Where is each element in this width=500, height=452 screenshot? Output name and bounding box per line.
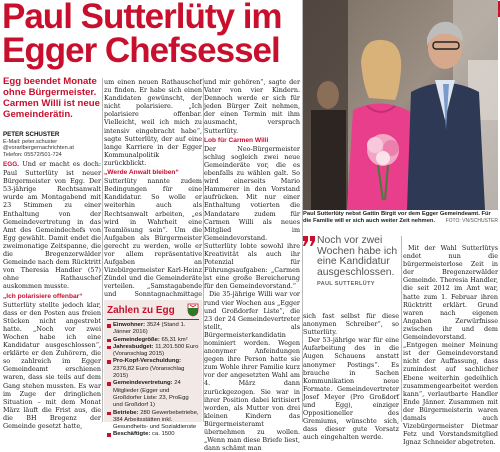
- fact-box: [104, 300, 202, 438]
- paragraph: um einen neuen Rathauschef zu finden. Er habe sich einen Kandidaten gewünscht, der nicht polarisiere. „Ich polarisiere offenbar. Vielleicht, weil ich mich zu intensiv eingebracht habe“, sagte Sutterlüty, der auf eine lange Karriere in der Egger Kommunalpolitik zurückblickt.: [104, 78, 202, 167]
- fact-item: [107, 380, 199, 409]
- dateline: EGG.: [3, 161, 19, 168]
- paragraph: Der 53-jährige war für eine Aufarbeitung des in die Augen Schauens anstatt anonymer Postings“. Es brauche in Sachen Kommunikation neue Formate. Gemeindevertreter Josef Meyer (Pro Großdorf und Egg), einziger Oppositioneller des Gremiums, wünschte sich, dass dieser gute Vorsatz auch eingehalten werde.: [303, 336, 399, 442]
- column-divider: [203, 78, 204, 422]
- subheading: Lob für Carmen Willi: [204, 136, 269, 144]
- fact-value: 24 Mitglieder (Egger und Großdorfer Liste: 23, ProEgg und Großdorf 1): [113, 380, 189, 409]
- subheading: „Ich polarisiere offenbar“: [3, 292, 83, 300]
- paragraph: sich fast selbst für diese anonymen Schreiber“, so Sutterlüty.: [303, 312, 399, 337]
- article-column-3: [204, 78, 300, 452]
- headline-line-2: Egger Chefsessel: [2, 31, 280, 70]
- coat-of-arms-icon: [187, 303, 199, 317]
- fact-item: [107, 337, 199, 344]
- fact-label: Gemeindegröße:: [113, 336, 160, 343]
- photo-illustration: [303, 0, 498, 210]
- column-divider: [401, 236, 402, 422]
- fact-value: 280 Gewerbebetriebe, 384 Arbeitsstätten inkl. Gesundheits- und Sozialdienste: [113, 409, 199, 431]
- pull-quote: [303, 236, 399, 308]
- quote-icon: [303, 236, 315, 246]
- fact-item: [107, 344, 199, 359]
- fact-value: 2376,82 Euro (Voranschlag 2015): [113, 365, 185, 380]
- fact-item: [107, 322, 199, 337]
- article-column-2: [104, 78, 202, 298]
- fact-item: [107, 431, 199, 438]
- author-email[interactable]: peter.schuster: [21, 138, 58, 145]
- caption-text: Paul Sutterlüty nebst Gattin Birgit vor dem Egger Gemeindeamt. Für die Familie will er sich auch weiter Zeit nehmen.: [303, 211, 491, 225]
- author-phone: 05572/501-724: [24, 151, 62, 158]
- column-divider: [102, 78, 103, 422]
- column-divider: [302, 0, 303, 422]
- paragraph: Mit der Wahl Sutterlütys endet nun die bürgermeisterlose Zeit in der Bregenzerwälder Gemeinde. Theresia Handler, die seit 2012 im Amt war, hatte zum 1. Februar ihren Rücktritt erklärt. Grund waren nach eigenen Angaben Zerwürfnisse zwischen ihr und dem Gemeindevorstand. „Entgegen meiner Meinung ist der Gemeindevorstand nicht der Auffassung, dass zumindest auf sachlicher Ebene weiterhin gedeihlich zusammengearbeitet werden kann“, verlautbarte Handler Ende Jänner. Zusammen mit der Bürgermeisterin waren damals auch Vizebürgermeister Dietmar Fetz und Vorstandsmitglied Ignaz Schneider abgetreten.: [403, 244, 498, 447]
- paragraph: Sutterlüty nannte zudem Bedingungen für eine Kandidatur. So wolle er weiterhin auch als Rechtsanwalt arbeiten, „es wird in Wahrheit eine Teamlösung sein“. Um die Aufgaben als Bürgermeister gerecht zu werden, wolle er vor allem repräsentative Aufgaben an Vizebürgermeister Karl-Heinz Zündel und die Gemeinderäte verteilen. „Samstagabende und Sonntagnachmittage: [104, 177, 202, 299]
- fact-label: Jahresbudget:: [113, 343, 154, 350]
- article-column-5: [403, 244, 498, 447]
- author-email-domain[interactable]: @vorarlbergernachrichten.at: [3, 145, 74, 152]
- fact-value: 3524 (Stand 1. Jänner 2016): [113, 322, 186, 336]
- fact-label: Beschäftigte:: [113, 431, 151, 438]
- fact-label: Pro-Kopf-Verschuldung:: [113, 358, 182, 365]
- article-photo: [303, 0, 498, 210]
- paragraph: und mir gehören“, sagte der Vater von vier Kindern. Dennoch werde er sich für jeden Bürger Zeit nehmen, der einen Termin mit ihm ausmacht, versprach Sutterlüty.: [204, 78, 300, 135]
- article-column-4: [303, 312, 399, 442]
- paragraph: Und er macht es doch: Paul Sutterlüty ist neuer Bürgermeister von Egg. Der 53-jährige Rechtsanwalt wurde am Montagabend mit 23 Stimmen zu einer Enthaltung von der Gemeindevertretung in das Amt des Gemeindechefs von Egg gewählt. Damit endet die zweimonatige Zeitspanne, die die Bregenzerwälder Gemeinde nach dem Rücktritt von Theresia Handler (57) ohne Rathauschef auskommen musste.: [3, 160, 101, 291]
- paragraph: Die 35-jährige Willi war vor rund vier Wochen aus „Egger und Großdorfer Liste“, die 23 der 24 Gemeindevertreter stellt, als Bürgermeisterkandidatin nominiert worden. Wegen anonymer Anfeindungen gegen ihre Person hatte sie zum Wohle ihrer Familie kurz vor der angesetzten Wahl am 4. März dann zurückgezogen. Sie war in ihrer Position dabei kritisiert worden, als Mutter von drei kleinen Kindern das Bürgermeisteramt übernehmen zu wollen. „Wenn man diese Briefe liest, dann schämt man: [204, 290, 300, 452]
- author-phone-label: Telefon:: [3, 151, 23, 158]
- photo-caption: [303, 211, 498, 226]
- fact-label: Betriebe:: [113, 409, 139, 416]
- subheading: „Werde Anwalt bleiben“: [104, 169, 179, 177]
- fact-list: [107, 322, 199, 439]
- fact-item: [107, 410, 199, 432]
- article-column-1: [3, 160, 101, 430]
- quote-text: Noch vor zwei Wochen habe ich eine Kandidatur ausgeschlossen.: [317, 235, 398, 278]
- headline-line-1: Paul Sutterlüty im: [2, 0, 282, 36]
- photo-credit: FOTO: VN/SCHUSTER: [445, 218, 498, 225]
- fact-item: [107, 358, 199, 380]
- paragraph: Sutterlüty stellte jedoch klar, dass er den Posten aus freien Stücken nicht angestrebt hatte. „Noch vor zwei Wochen habe ich eine Kandidatur ausgeschlossen“, erklärte er den Zuhörern, die so zahlreich im Egger Gemeindeamt erschienen waren, dass sie teils auf dem Gang stehen mussten. Es war im Zuge der dringlichen Situation – mit dem Monat März läuft die Frist aus, die die BH Bregenz der Gemeinde gesetzt hatte,: [3, 300, 101, 430]
- author-box: [3, 132, 101, 158]
- headline: [2, 0, 300, 68]
- fact-box-title: Zahlen zu Egg: [107, 304, 175, 316]
- author-email-label: E-Mail:: [3, 138, 21, 145]
- fact-value: 11.201.500 Euro (Voranschlag 2015): [113, 343, 199, 358]
- quote-author: PAUL SUTTERLÜTY: [317, 281, 375, 288]
- author-name: PETER SCHUSTER: [3, 131, 60, 138]
- paragraph: Der Neo-Bürgermeister schlug sogleich zwei neue Gemeinderäte vor, die es ebenfalls zu wählen galt. So wird einerseits Mario Hammerer in den Vorstand aufrücken. Mit nur einer Enthaltung votierten die Mandatare zudem für Carmen Willi als neues Mitglied im Gemeindevorstand. Sutterlüty lobte sowohl ihre Kreativität als auch ihr Potenzial für Führungsaufgaben: „Carmen ist eine große Bereicherung für den Gemeindevorstand.“: [204, 144, 300, 291]
- fact-label: Einwohner:: [113, 322, 146, 328]
- fact-value: 65,31 km²: [161, 336, 188, 343]
- fact-label: Gemeindevertretung:: [113, 380, 173, 387]
- fact-value: ca. 1500: [151, 431, 175, 438]
- lead-text: Egg beendet Monate ohne Bürgermeister. Carmen Willi ist neue Gemeinderätin.: [3, 76, 100, 120]
